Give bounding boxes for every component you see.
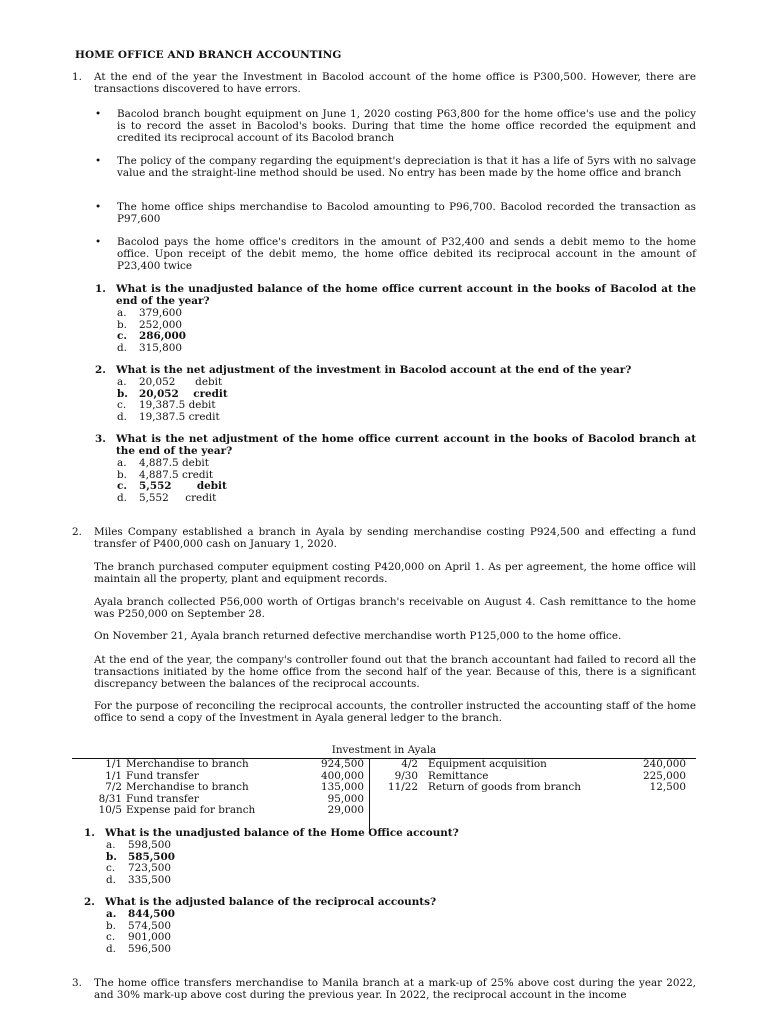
bullet-text: The home office ships merchandise to Bacolod amounting to P96,700. Bacolod recorded the transaction as P97,600 xyxy=(117,201,696,225)
debit-amount: 29,000 xyxy=(327,804,364,817)
debit-description: Expense paid for branch xyxy=(126,804,256,817)
answer-option-correct xyxy=(106,852,696,864)
debit-date: 1/1 xyxy=(105,769,122,782)
answer-options xyxy=(117,308,696,354)
problem-1-bullet xyxy=(95,202,696,226)
option-letter: d. xyxy=(117,410,127,423)
bullet-icon: • xyxy=(95,236,102,248)
bullet-icon: • xyxy=(95,155,102,167)
question-text: What is the net adjustment of the investment in Bacolod account at the end of the year? xyxy=(116,364,632,376)
problem-2-question-1 xyxy=(84,828,696,886)
option-value: 901,000 xyxy=(128,931,171,944)
debit-date: 1/1 xyxy=(105,758,122,770)
option-letter: c. xyxy=(106,862,116,875)
debit-date: 7/2 xyxy=(105,781,122,794)
answer-options xyxy=(106,909,696,955)
answer-option-correct xyxy=(117,481,696,493)
bullet-text: Bacolod pays the home office's creditors in the amount of P32,400 and sends a debit memo to the home office. Upon receipt of the debit memo, the home office debited its reciprocal account in the amount of P23,400 twice xyxy=(117,236,696,272)
problem-2-paragraph: Ayala branch collected P56,000 worth of Ortigas branch's receivable on August 4. Cash remittance to the home was P250,000 on September 28. xyxy=(94,596,696,620)
question-number: 2. xyxy=(84,896,95,908)
debit-description: Merchandise to branch xyxy=(126,758,249,770)
problem-1-intro-text: At the end of the year the Investment in Bacolod account of the home office is P300,500. However, there are transactions discovered to have errors. xyxy=(94,71,696,95)
debit-amount: 924,500 xyxy=(321,758,364,770)
question-number: 3. xyxy=(95,433,106,445)
option-letter: d. xyxy=(117,491,127,504)
ledger-row xyxy=(72,805,696,817)
option-letter: a. xyxy=(117,375,127,388)
option-value: 379,600 xyxy=(139,306,182,319)
debit-amount: 135,000 xyxy=(321,781,364,794)
answer-option-correct xyxy=(117,331,696,343)
option-value: 20,052 debit xyxy=(139,375,223,388)
credit-amount: 240,000 xyxy=(643,758,686,770)
debit-amount: 95,000 xyxy=(327,792,364,805)
question-number: 1. xyxy=(95,283,106,295)
option-value: 596,500 xyxy=(128,942,171,955)
debit-amount: 400,000 xyxy=(321,769,364,782)
problem-3-intro-text: The home office transfers merchandise to Manila branch at a mark-up of 25% above cost during the year 2022, and 30% mark-up above cost during the previous year. In 2022, the reciprocal account in the income xyxy=(94,977,696,1001)
option-letter: b. xyxy=(106,919,116,932)
credit-description: Remittance xyxy=(428,769,489,782)
credit-description: Return of goods from branch xyxy=(428,781,581,794)
option-value: 585,500 xyxy=(128,850,175,863)
answer-option-correct xyxy=(106,909,696,921)
credit-amount: 12,500 xyxy=(649,781,686,794)
ledger-row xyxy=(72,759,696,771)
credit-description: Equipment acquisition xyxy=(428,758,547,770)
answer-options xyxy=(117,377,696,423)
answer-option xyxy=(106,875,696,887)
answer-options xyxy=(106,840,696,886)
question-text: What is the unadjusted balance of the home office current account in the books of Bacolod at the end of the year? xyxy=(116,283,696,307)
debit-description: Fund transfer xyxy=(126,792,199,805)
debit-description: Merchandise to branch xyxy=(126,781,249,794)
credit-date: 11/22 xyxy=(388,781,418,794)
option-letter: c. xyxy=(106,931,116,944)
problem-2-number: 2. xyxy=(72,526,82,538)
option-value: 844,500 xyxy=(128,907,175,920)
option-value: 4,887.5 credit xyxy=(139,468,214,481)
option-value: 4,887.5 debit xyxy=(139,456,209,469)
option-letter: b. xyxy=(106,850,117,863)
debit-date: 10/5 xyxy=(98,804,122,817)
problem-1-bullet xyxy=(95,109,696,145)
problem-3-intro xyxy=(72,978,696,1002)
problem-1-question-2 xyxy=(95,365,696,423)
credit-date: 9/30 xyxy=(394,769,418,782)
answer-option xyxy=(117,343,696,355)
option-letter: d. xyxy=(106,942,116,955)
problem-2-question-2 xyxy=(84,897,696,955)
option-value: 252,000 xyxy=(139,318,182,331)
option-value: 20,052 credit xyxy=(139,387,228,400)
document-title: HOME OFFICE AND BRANCH ACCOUNTING xyxy=(75,49,342,61)
option-letter: c. xyxy=(117,399,127,412)
question-number: 1. xyxy=(84,827,95,839)
option-letter: b. xyxy=(117,468,127,481)
question-text: What is the unadjusted balance of the Home Office account? xyxy=(105,827,459,839)
option-value: 286,000 xyxy=(139,330,186,343)
answer-option xyxy=(117,412,696,424)
problem-3-number: 3. xyxy=(72,977,82,989)
problem-2-intro-text: Miles Company established a branch in Ayala by sending merchandise costing P924,500 and effecting a fund transfer of P400,000 cash on January 1, 2020. xyxy=(94,526,696,550)
bullet-text: Bacolod branch bought equipment on June 1, 2020 costing P63,800 for the home office's use and the policy is to record the asset in Bacolod's books. During that time the home office recorded the equipment and credited its reciprocal account of its Bacolod branch xyxy=(117,108,696,144)
bullet-icon: • xyxy=(95,201,102,213)
option-letter: d. xyxy=(106,873,116,886)
answer-option xyxy=(106,932,696,944)
problem-2-intro xyxy=(72,527,696,551)
option-letter: b. xyxy=(117,318,127,331)
problem-2-paragraph: For the purpose of reconciling the reciprocal accounts, the controller instructed the accounting staff of the home office to send a copy of the Investment in Ayala general ledger to the branch. xyxy=(94,700,696,724)
problem-1-bullet xyxy=(95,237,696,273)
bullet-icon: • xyxy=(95,108,102,120)
question-number: 2. xyxy=(95,364,106,376)
answer-option xyxy=(106,863,696,875)
debit-date: 8/31 xyxy=(98,792,122,805)
ledger-title: Investment in Ayala xyxy=(331,744,437,756)
problem-1-question-1 xyxy=(95,284,696,354)
answer-option xyxy=(117,493,696,505)
question-text: What is the net adjustment of the home office current account in the books of Bacolod branch at the end of the year? xyxy=(116,433,696,457)
bullet-text: The policy of the company regarding the equipment's depreciation is that it has a life of 5yrs with no salvage value and the straight-line method should be used. No entry has been made by the home office and branch xyxy=(117,155,696,179)
option-letter: a. xyxy=(117,306,127,319)
option-value: 723,500 xyxy=(128,862,171,875)
problem-1-number: 1. xyxy=(72,71,82,83)
answer-option xyxy=(106,944,696,956)
question-text: What is the adjusted balance of the reciprocal accounts? xyxy=(105,896,437,908)
option-value: 19,387.5 debit xyxy=(139,399,216,412)
problem-1-question-3 xyxy=(95,434,696,504)
credit-amount: 225,000 xyxy=(643,769,686,782)
problem-1-bullet xyxy=(95,156,696,180)
problem-2-paragraph: On November 21, Ayala branch returned defective merchandise worth P125,000 to the home office. xyxy=(94,630,622,642)
option-letter: b. xyxy=(117,387,128,400)
option-value: 335,500 xyxy=(128,873,171,886)
option-value: 598,500 xyxy=(128,838,171,851)
problem-1-intro xyxy=(72,72,696,96)
answer-option xyxy=(106,840,696,852)
problem-2-paragraph: The branch purchased computer equipment costing P420,000 on April 1. As per agreement, the home office will maintain all the property, plant and equipment records. xyxy=(94,561,696,585)
option-value: 574,500 xyxy=(128,919,171,932)
answer-option xyxy=(117,308,696,320)
answer-option xyxy=(106,921,696,933)
debit-description: Fund transfer xyxy=(126,769,199,782)
option-letter: a. xyxy=(106,907,117,920)
problem-2-paragraph: At the end of the year, the company's controller found out that the branch accountant had failed to record all the transactions initiated by the home office from the second half of the year. Because of this, there is a significant discrepancy between the balances of the reciprocal accounts. xyxy=(94,654,696,690)
option-letter: a. xyxy=(106,838,116,851)
option-letter: a. xyxy=(117,456,127,469)
credit-date: 4/2 xyxy=(401,758,418,770)
option-letter: c. xyxy=(117,330,127,343)
option-value: 19,387.5 credit xyxy=(139,410,220,423)
answer-option xyxy=(117,377,696,389)
answer-option xyxy=(117,400,696,412)
answer-options xyxy=(117,458,696,504)
answer-option xyxy=(117,320,696,332)
option-value: 5,552 debit xyxy=(139,480,227,493)
option-letter: d. xyxy=(117,341,127,354)
option-letter: c. xyxy=(117,480,127,493)
option-value: 315,800 xyxy=(139,341,182,354)
answer-option xyxy=(117,458,696,470)
option-value: 5,552 credit xyxy=(139,491,217,504)
